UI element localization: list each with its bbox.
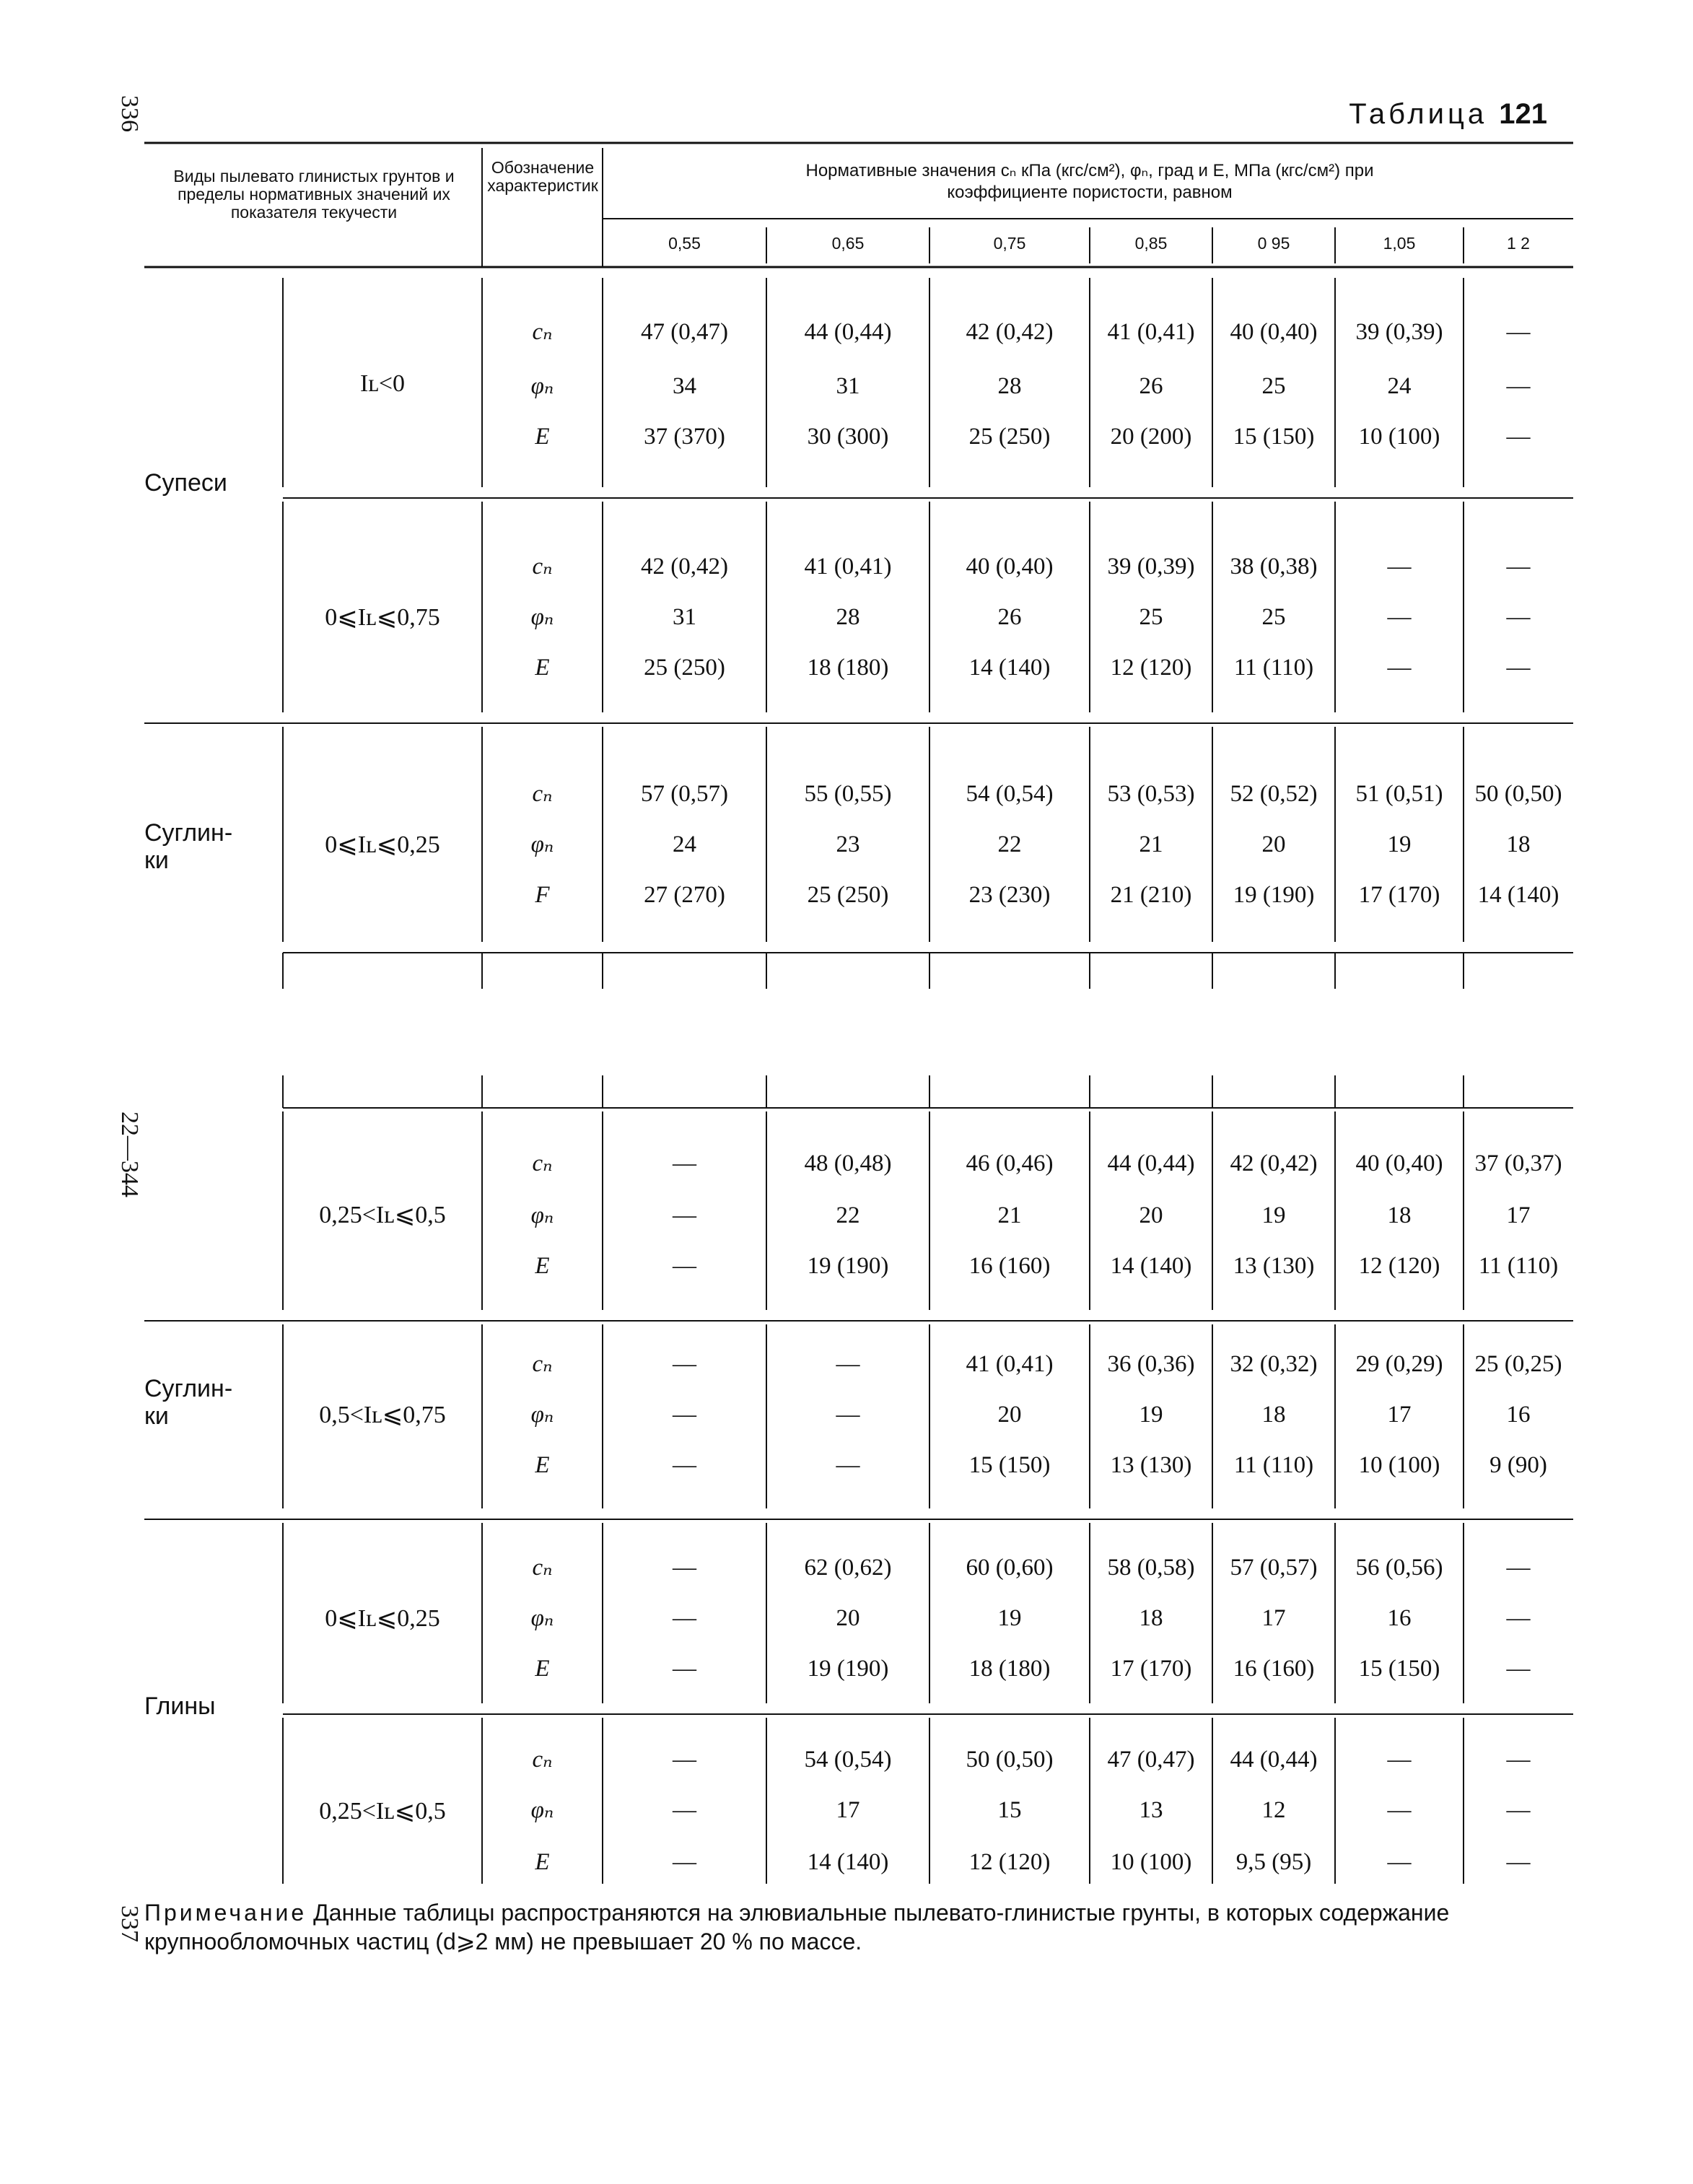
table-cell: 51 (0,51) <box>1355 781 1443 807</box>
table-cell: 39 (0,39) <box>1355 319 1443 345</box>
table-cell: 18 <box>1387 1202 1412 1228</box>
table-cell: — <box>1387 554 1412 580</box>
table-cell: — <box>1506 1555 1531 1581</box>
table-cell: 20 <box>1261 831 1286 857</box>
table-cell: 13 (130) <box>1110 1452 1192 1478</box>
category-label: Суглин- ки <box>144 1375 233 1430</box>
note-label: Примечание <box>144 1900 307 1926</box>
table-cell: 50 (0,50) <box>1474 781 1562 807</box>
porosity-label: 0,75 <box>993 234 1026 253</box>
table-cell: — <box>1506 319 1531 345</box>
table-cell: 19 (190) <box>807 1656 889 1682</box>
table-cell: 19 (190) <box>1233 882 1315 908</box>
characteristic-symbol: cₙ <box>532 554 553 580</box>
table-cell: 14 (140) <box>968 655 1051 681</box>
table-cell: 42 (0,42) <box>1230 1150 1318 1176</box>
table-cell: 52 (0,52) <box>1230 781 1318 807</box>
porosity-label: 0,85 <box>1134 234 1168 253</box>
table-cell: 23 <box>836 831 860 857</box>
table-cell: 44 (0,44) <box>1230 1747 1318 1773</box>
table-cell: — <box>673 1150 696 1176</box>
header-group: Нормативные значения cₙ кПа (кгс/см²), φₙ, град и E, МПа (кгс/см²) при коэффициенте пористости, равном <box>805 161 1374 202</box>
table-cell: — <box>1506 655 1531 681</box>
table-cell: — <box>836 1351 860 1377</box>
table-cell: 15 (150) <box>968 1452 1051 1478</box>
table-cell: — <box>673 1555 696 1581</box>
table-cell: — <box>1506 424 1531 450</box>
table-cell: 20 <box>1139 1202 1163 1228</box>
table-cell: 12 <box>1261 1797 1286 1823</box>
table-cell: 19 <box>1387 831 1412 857</box>
table-cell: — <box>1387 1747 1412 1773</box>
table-cell: 37 (0,37) <box>1474 1150 1562 1176</box>
table-cell: 15 <box>997 1797 1022 1823</box>
table-cell: 28 <box>997 373 1022 399</box>
table-cell: 19 <box>997 1605 1022 1631</box>
table-cell: 20 <box>997 1402 1022 1428</box>
table-cell: 23 (230) <box>968 882 1051 908</box>
table-cell: 47 (0,47) <box>1107 1747 1195 1773</box>
table-cell: 54 (0,54) <box>966 781 1054 807</box>
table-cell: — <box>1387 655 1412 681</box>
page-number-top: 336 <box>116 95 143 132</box>
table-cell: 14 (140) <box>1110 1253 1192 1279</box>
table-cell: 17 (170) <box>1358 882 1440 908</box>
table-number: 121 <box>1499 98 1547 130</box>
table-cell: 39 (0,39) <box>1107 554 1195 580</box>
table-cell: 25 (0,25) <box>1474 1351 1562 1377</box>
table-cell: 18 <box>1261 1402 1286 1428</box>
characteristic-symbol: φₙ <box>530 1605 554 1631</box>
table-cell: 22 <box>997 831 1022 857</box>
table-cell: 40 (0,40) <box>1355 1150 1443 1176</box>
table-cell: 18 <box>1506 831 1531 857</box>
table-cell: 62 (0,62) <box>804 1555 892 1581</box>
table-cell: — <box>673 1747 696 1773</box>
table-cell: — <box>1387 604 1412 630</box>
table-cell: 14 (140) <box>1477 882 1559 908</box>
table-cell: 25 <box>1261 373 1286 399</box>
table-cell: 60 (0,60) <box>966 1555 1054 1581</box>
table-cell: 41 (0,41) <box>966 1351 1054 1377</box>
table-cell: — <box>673 1253 696 1279</box>
table-cell: 17 <box>1506 1202 1531 1228</box>
table-cell: 32 (0,32) <box>1230 1351 1318 1377</box>
table-cell: 9,5 (95) <box>1235 1849 1312 1875</box>
characteristic-symbol: E <box>535 1656 550 1682</box>
table-cell: 12 (120) <box>1110 655 1192 681</box>
condition-label: 0⩽Iʟ⩽0,25 <box>325 831 440 858</box>
table-cell: 47 (0,47) <box>641 319 728 345</box>
table-cell: 24 <box>1387 373 1412 399</box>
table-cell: 11 (110) <box>1233 655 1314 681</box>
table-cell: 25 <box>1261 604 1286 630</box>
table-cell: 26 <box>1139 373 1163 399</box>
condition-label: 0,5<Iʟ⩽0,75 <box>319 1402 446 1428</box>
table-cell: 25 <box>1139 604 1163 630</box>
table-cell: 44 (0,44) <box>1107 1150 1195 1176</box>
table-cell: 18 (180) <box>807 655 889 681</box>
table-cell: 31 <box>836 373 860 399</box>
condition-label: 0⩽Iʟ⩽0,25 <box>325 1605 440 1632</box>
table-cell: 42 (0,42) <box>966 319 1054 345</box>
table-cell: 10 (100) <box>1358 424 1440 450</box>
table-cell: 25 (250) <box>968 424 1051 450</box>
condition-label: Iʟ<0 <box>359 370 406 397</box>
category-label: Супеси <box>144 469 227 497</box>
condition-label: 0,25<Iʟ⩽0,5 <box>319 1798 446 1825</box>
table-cell: 53 (0,53) <box>1107 781 1195 807</box>
characteristic-symbol: E <box>535 1849 550 1875</box>
table-cell: — <box>1506 373 1531 399</box>
table-cell: — <box>1506 1747 1531 1773</box>
characteristic-symbol: cₙ <box>532 319 553 345</box>
table-cell: — <box>673 1605 696 1631</box>
characteristic-symbol: φₙ <box>530 1402 554 1428</box>
table-cell: 50 (0,50) <box>966 1747 1054 1773</box>
table-cell: 27 (270) <box>644 882 725 908</box>
table-cell: 17 (170) <box>1110 1656 1192 1682</box>
table-cell: 25 (250) <box>807 882 889 908</box>
note-text: Данные таблицы распространяются на элювиальные пылевато-глинистые грунты, в которых содержание крупнообломочных частиц (d⩾2 мм) не превышает 20 % по массе. <box>144 1900 1450 1954</box>
characteristic-symbol: cₙ <box>532 1351 553 1377</box>
table-cell: 42 (0,42) <box>641 554 728 580</box>
table-cell: 46 (0,46) <box>966 1150 1054 1176</box>
table-cell: 18 (180) <box>968 1656 1051 1682</box>
page-marker: 22—344 <box>116 1111 143 1197</box>
table-cell: 31 <box>673 604 696 630</box>
characteristic-symbol: E <box>535 1452 550 1478</box>
characteristic-symbol: cₙ <box>532 1150 553 1176</box>
table-cell: 17 <box>836 1797 860 1823</box>
table-cell: 25 (250) <box>644 655 725 681</box>
characteristic-symbol: E <box>535 1253 550 1279</box>
table-cell: 21 <box>997 1202 1022 1228</box>
table-cell: — <box>673 1452 696 1478</box>
table-cell: 57 (0,57) <box>641 781 728 807</box>
table-cell: 36 (0,36) <box>1107 1351 1195 1377</box>
porosity-label: 1 2 <box>1507 234 1530 253</box>
table-cell: 16 <box>1387 1605 1412 1631</box>
table-cell: — <box>836 1452 860 1478</box>
table-cell: 40 (0,40) <box>966 554 1054 580</box>
table-cell: — <box>1387 1849 1412 1875</box>
header-col2: Обозначение характеристик <box>487 158 598 195</box>
table-cell: 34 <box>673 373 696 399</box>
porosity-label: 0 95 <box>1257 234 1290 253</box>
table-cell: 10 (100) <box>1110 1849 1192 1875</box>
characteristic-symbol: φₙ <box>530 373 554 399</box>
table-cell: — <box>1387 1797 1412 1823</box>
porosity-label: 0,55 <box>668 234 701 253</box>
table-cell: 11 (110) <box>1233 1452 1314 1478</box>
table-cell: 13 (130) <box>1233 1253 1315 1279</box>
table-cell: 11 (110) <box>1478 1253 1559 1279</box>
table-cell: — <box>1506 604 1531 630</box>
table-cell: 17 <box>1387 1402 1412 1428</box>
table-cell: — <box>673 1656 696 1682</box>
table-note <box>144 1898 1559 1956</box>
table-cell: 20 <box>836 1605 860 1631</box>
characteristic-symbol: cₙ <box>532 1747 553 1773</box>
table-cell: — <box>673 1351 696 1377</box>
table-cell: 26 <box>997 604 1022 630</box>
table-cell: 48 (0,48) <box>804 1150 892 1176</box>
table-cell: 19 (190) <box>807 1253 889 1279</box>
characteristic-symbol: F <box>535 882 550 908</box>
table-cell: 16 <box>1506 1402 1531 1428</box>
table-cell: 15 (150) <box>1358 1656 1440 1682</box>
table-cell: 18 <box>1139 1605 1163 1631</box>
table-cell: 30 (300) <box>807 424 889 450</box>
table-cell: — <box>836 1402 860 1428</box>
table-cell: — <box>673 1202 696 1228</box>
table-cell: — <box>673 1797 696 1823</box>
condition-label: 0⩽Iʟ⩽0,75 <box>325 604 440 631</box>
table-cell: 10 (100) <box>1358 1452 1440 1478</box>
characteristic-symbol: cₙ <box>532 781 553 807</box>
table-cell: — <box>1506 1605 1531 1631</box>
table-cell: 56 (0,56) <box>1355 1555 1443 1581</box>
table-cell: 41 (0,41) <box>804 554 892 580</box>
table-cell: 12 (120) <box>968 1849 1051 1875</box>
table-cell: 21 (210) <box>1110 882 1192 908</box>
characteristic-symbol: E <box>535 424 550 450</box>
characteristic-symbol: φₙ <box>530 1202 554 1228</box>
table-cell: 9 (90) <box>1489 1452 1547 1478</box>
table-cell: 21 <box>1139 831 1163 857</box>
table-cell: 19 <box>1139 1402 1163 1428</box>
table-cell: — <box>673 1849 696 1875</box>
table-cell: 58 (0,58) <box>1107 1555 1195 1581</box>
table-cell: 54 (0,54) <box>804 1747 892 1773</box>
table-cell: 13 <box>1139 1797 1163 1823</box>
table-cell: 57 (0,57) <box>1230 1555 1318 1581</box>
table-cell: 41 (0,41) <box>1107 319 1195 345</box>
characteristic-symbol: φₙ <box>530 1797 554 1823</box>
table-cell: 16 (160) <box>968 1253 1051 1279</box>
table-cell: 40 (0,40) <box>1230 319 1318 345</box>
table-cell: 55 (0,55) <box>804 781 892 807</box>
table-cell: 20 (200) <box>1110 424 1192 450</box>
characteristic-symbol: cₙ <box>532 1555 553 1581</box>
table-cell: 28 <box>836 604 860 630</box>
category-label: Глины <box>144 1692 216 1720</box>
table-cell: 22 <box>836 1202 860 1228</box>
table-cell: 37 (370) <box>644 424 725 450</box>
table-cell: — <box>1506 1849 1531 1875</box>
table-cell: 29 (0,29) <box>1355 1351 1443 1377</box>
page-number-bottom: 337 <box>116 1905 143 1942</box>
characteristic-symbol: E <box>535 655 550 681</box>
table-cell: 24 <box>673 831 696 857</box>
condition-label: 0,25<Iʟ⩽0,5 <box>319 1202 446 1228</box>
porosity-label: 1,05 <box>1383 234 1416 253</box>
porosity-label: 0,65 <box>831 234 865 253</box>
characteristic-symbol: φₙ <box>530 604 554 630</box>
table-cell: — <box>1506 1656 1531 1682</box>
characteristic-symbol: φₙ <box>530 831 554 857</box>
table-cell: — <box>673 1402 696 1428</box>
table-cell: — <box>1506 554 1531 580</box>
table-cell: — <box>1506 1797 1531 1823</box>
header-col1: Виды пылевато глинистых грунтов и пределы нормативных значений их показателя текучести <box>173 167 455 222</box>
table-cell: 38 (0,38) <box>1230 554 1318 580</box>
category-label: Суглин- ки <box>144 819 233 874</box>
table-cell: 16 (160) <box>1233 1656 1315 1682</box>
table-cell: 14 (140) <box>807 1849 889 1875</box>
table-cell: 19 <box>1261 1202 1286 1228</box>
table-cell: 12 (120) <box>1358 1253 1440 1279</box>
table-label: Таблица <box>1349 98 1488 130</box>
table-cell: 44 (0,44) <box>804 319 892 345</box>
table-cell: 15 (150) <box>1233 424 1315 450</box>
table-cell: 17 <box>1261 1605 1286 1631</box>
